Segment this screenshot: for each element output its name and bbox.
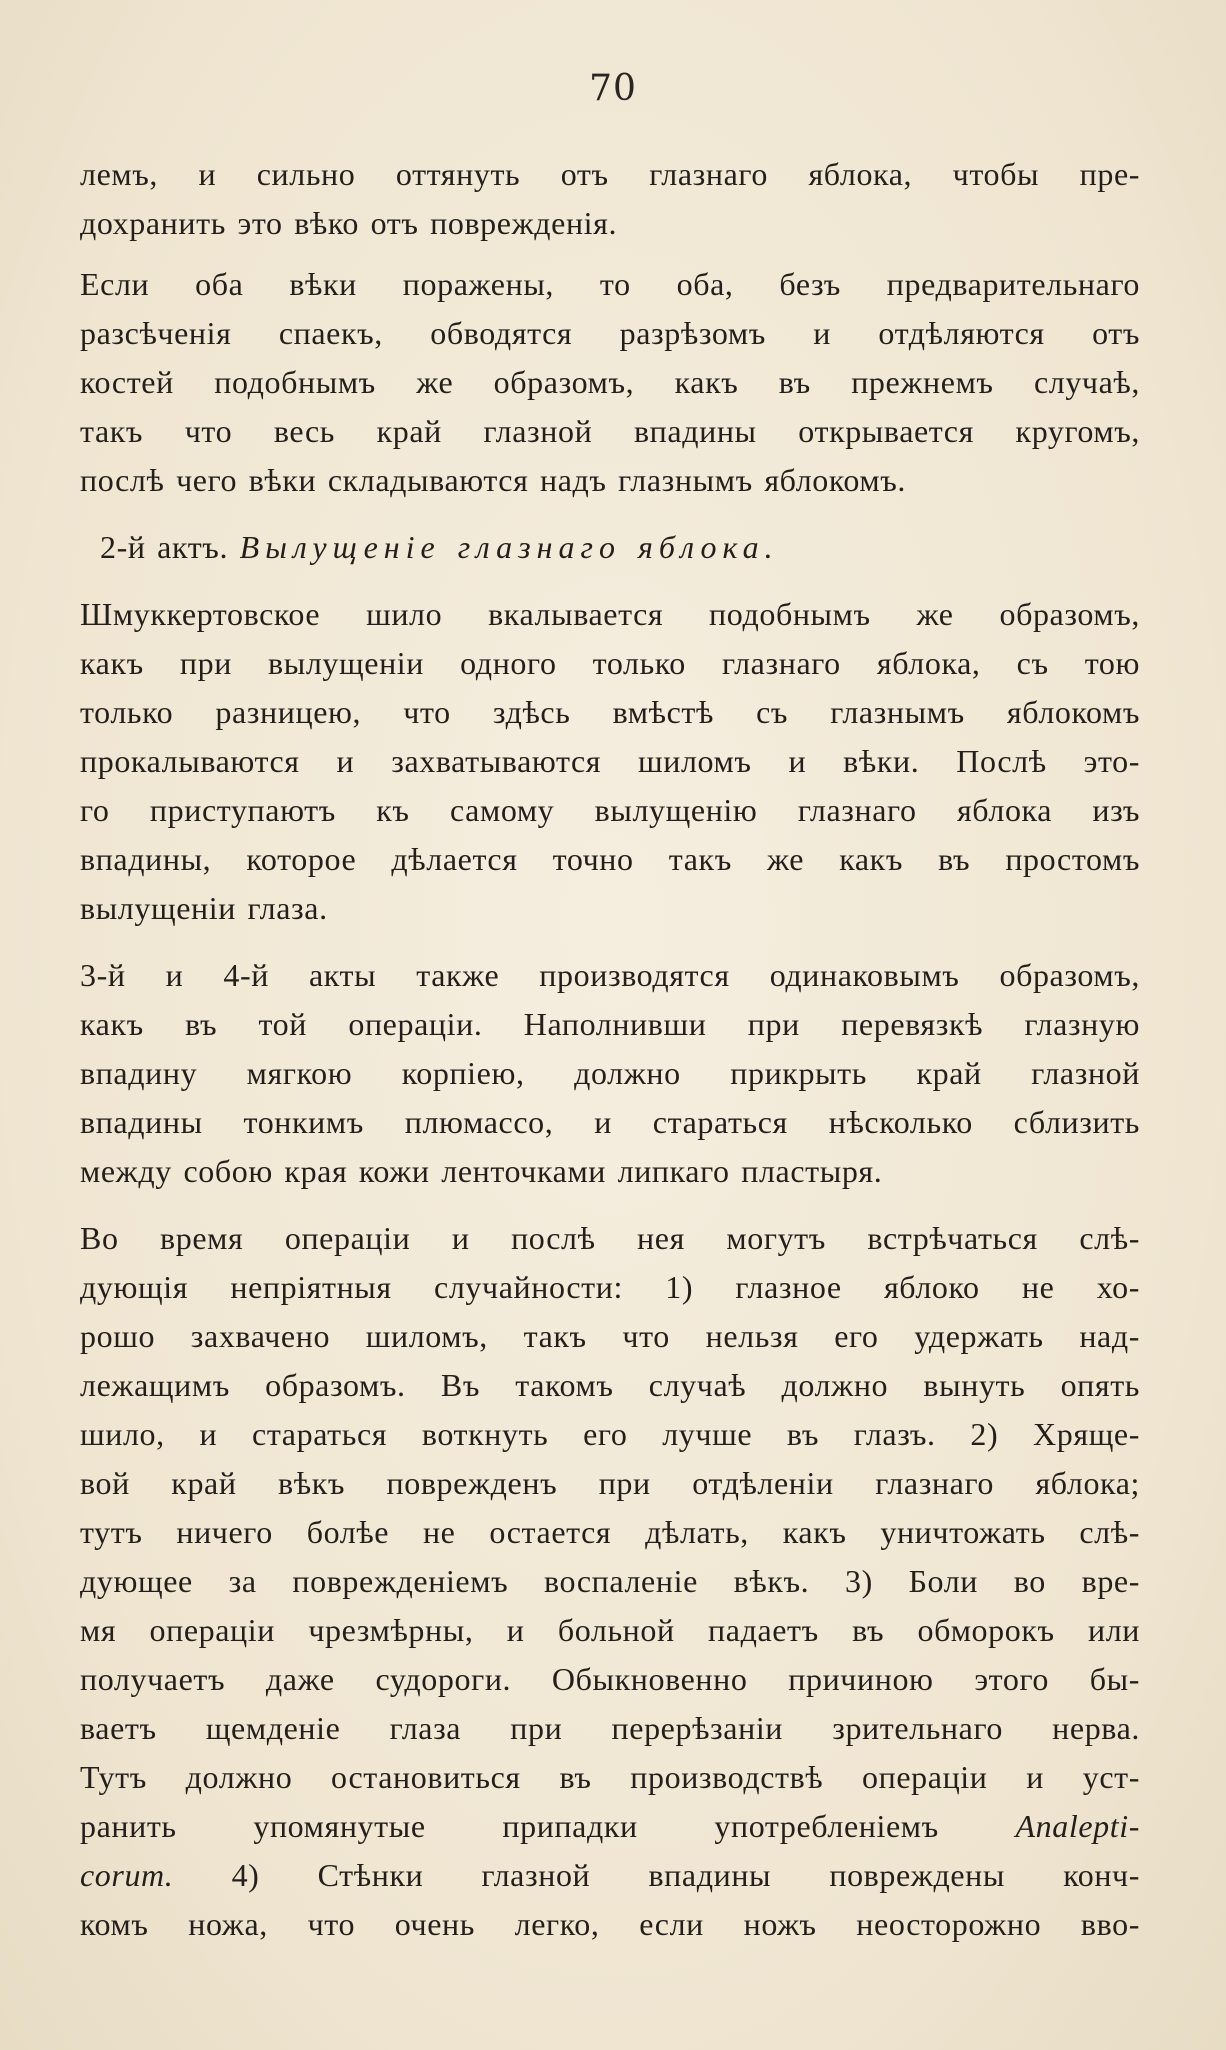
line-text: такъ что весь край глазной впадины открывается кругомъ, xyxy=(80,413,1140,449)
line-text: ваетъ щемденіе глаза при перерѣзаніи зрительнаго нерва. xyxy=(80,1710,1140,1746)
text-line xyxy=(80,884,1140,933)
paragraph-block-2 xyxy=(80,590,1140,933)
section-label: 2-й актъ. xyxy=(100,529,229,565)
page-number: 70 xyxy=(589,68,637,109)
line-text: впадины тонкимъ плюмассо, и стараться нѣсколько сблизить xyxy=(80,1104,1140,1140)
text-line xyxy=(80,309,1140,358)
line-text: послѣ чего вѣки складываются надъ глазнымъ яблокомъ. xyxy=(80,462,906,498)
text-line xyxy=(80,1704,1140,1753)
text-line xyxy=(80,1655,1140,1704)
line-text: только разницею, что здѣсь вмѣстѣ съ глазнымъ яблокомъ xyxy=(80,694,1140,730)
text-line xyxy=(80,456,1140,505)
line-text: вылущеніи глаза. xyxy=(80,890,328,926)
text-line xyxy=(80,407,1140,456)
text-line xyxy=(80,1098,1140,1147)
text-line xyxy=(80,688,1140,737)
text-line xyxy=(80,951,1140,1000)
text-line xyxy=(80,1802,1140,1851)
latin-term: Analepti- xyxy=(1015,1808,1140,1844)
line-text: дующее за поврежденіемъ воспаленіе вѣкъ. 3) Боли во вре- xyxy=(80,1563,1140,1599)
text-line xyxy=(80,1000,1140,1049)
paragraph-block-1 xyxy=(80,150,1140,505)
line-text: тутъ ничего болѣе не остается дѣлать, какъ уничтожать слѣ- xyxy=(80,1514,1140,1550)
line-text: лежащимъ образомъ. Въ такомъ случаѣ должно вынуть опять xyxy=(80,1367,1140,1403)
line-text: разсѣченія спаекъ, обводятся разрѣзомъ и отдѣляются отъ xyxy=(80,315,1140,351)
text-line xyxy=(80,1312,1140,1361)
line-text: комъ ножа, что очень легко, если ножъ неосторожно вво- xyxy=(80,1906,1140,1942)
paragraph-block-3 xyxy=(80,951,1140,1196)
paragraph-block-4 xyxy=(80,1214,1140,1949)
line-text: рошо захвачено шиломъ, такъ что нельзя его удержать над- xyxy=(80,1318,1140,1354)
line-text: впадины, которое дѣлается точно такъ же какъ въ простомъ xyxy=(80,841,1140,877)
text-line xyxy=(80,358,1140,407)
text-line xyxy=(80,737,1140,786)
latin-term: corum. xyxy=(80,1857,174,1893)
line-text: дохранить это вѣко отъ поврежденія. xyxy=(80,205,618,241)
line-text: костей подобнымъ же образомъ, какъ въ прежнемъ случаѣ, xyxy=(80,364,1140,400)
text-line xyxy=(80,199,1140,248)
text-line xyxy=(80,260,1140,309)
text-line xyxy=(80,1851,1140,1900)
section-heading xyxy=(80,523,1140,572)
text-line xyxy=(80,1900,1140,1949)
text-line xyxy=(80,1361,1140,1410)
text-line xyxy=(80,835,1140,884)
text-line xyxy=(80,1147,1140,1196)
line-text: ранить упомянутые припадки употребленіемъ xyxy=(80,1808,939,1844)
line-text: Во время операціи и послѣ нея могутъ встрѣчаться слѣ- xyxy=(80,1220,1140,1256)
text-line xyxy=(80,1459,1140,1508)
text-line xyxy=(80,590,1140,639)
text-line xyxy=(80,150,1140,199)
line-text: дующія непріятныя случайности: 1) глазное яблоко не хо- xyxy=(80,1269,1140,1305)
text-line xyxy=(80,1214,1140,1263)
line-text: какъ въ той операціи. Наполнивши при перевязкѣ глазную xyxy=(80,1006,1140,1042)
line-text: какъ при вылущеніи одного только глазнаго яблока, съ тою xyxy=(80,645,1140,681)
line-text: вой край вѣкъ поврежденъ при отдѣленіи глазнаго яблока; xyxy=(80,1465,1140,1501)
line-text: Если оба вѣки поражены, то оба, безъ предварительнаго xyxy=(80,266,1140,302)
line-text: шило, и стараться воткнуть его лучше въ глазъ. 2) Хряще- xyxy=(80,1416,1140,1452)
text-line xyxy=(80,1753,1140,1802)
page-text xyxy=(80,150,1140,1949)
text-line xyxy=(80,1263,1140,1312)
text-line xyxy=(80,1410,1140,1459)
line-text: прокалываются и захватываются шиломъ и вѣки. Послѣ это- xyxy=(80,743,1140,779)
line-text: лемъ, и сильно оттянуть отъ глазнаго яблока, чтобы пре- xyxy=(80,156,1140,192)
line-text: го приступаютъ къ самому вылущенію глазнаго яблока изъ xyxy=(80,792,1140,828)
line-text: между собою края кожи ленточками липкаго пластыря. xyxy=(80,1153,883,1189)
text-line xyxy=(80,786,1140,835)
section-title: Вылущеніе глазнаго яблока. xyxy=(239,529,779,565)
line-rest: 4) Стѣнки глазной впадины повреждены конч- xyxy=(231,1857,1140,1893)
text-line xyxy=(80,1049,1140,1098)
line-text: впадину мягкою корпіею, должно прикрыть край глазной xyxy=(80,1055,1140,1091)
line-text: Тутъ должно остановиться въ производствѣ операціи и уст- xyxy=(80,1759,1140,1795)
line-text: 3-й и 4-й акты также производятся одинаковымъ образомъ, xyxy=(80,957,1140,993)
text-line xyxy=(80,1557,1140,1606)
text-line xyxy=(80,1606,1140,1655)
line-text: мя операціи чрезмѣрны, и больной падаетъ въ обморокъ или xyxy=(80,1612,1140,1648)
text-line xyxy=(80,639,1140,688)
text-line xyxy=(80,1508,1140,1557)
line-text: получаетъ даже судороги. Обыкновенно причиною этого бы- xyxy=(80,1661,1140,1697)
line-text: Шмуккертовское шило вкалывается подобнымъ же образомъ, xyxy=(80,596,1140,632)
